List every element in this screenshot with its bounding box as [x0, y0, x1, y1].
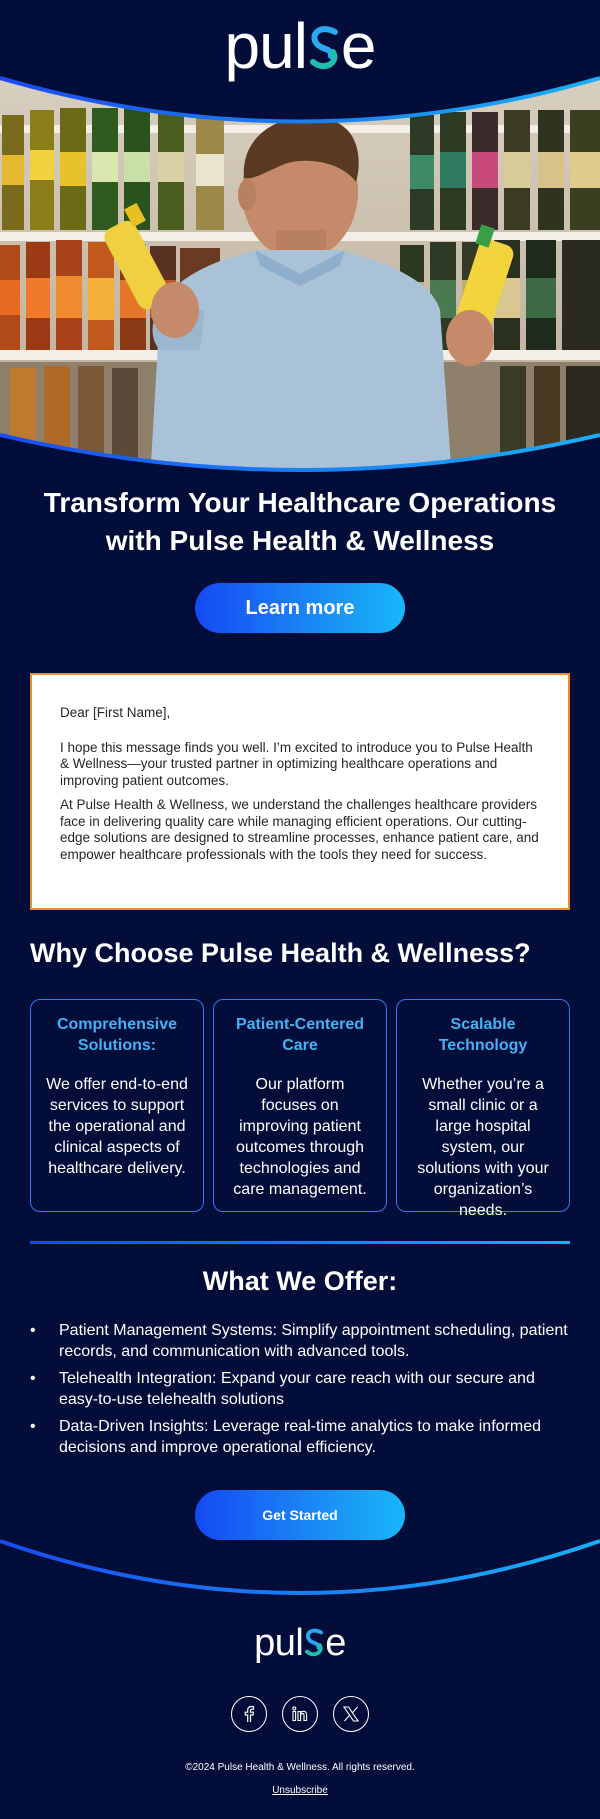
hero-headline: Transform Your Healthcare Operations with Pulse Health & Wellness	[43, 487, 557, 556]
get-started-button[interactable]: Get Started	[195, 1490, 405, 1540]
logo-text-right: e	[340, 10, 376, 82]
feature-card-body: Whether you’re a small clinic or a large hospital system, our solutions with your organization’s needs.	[417, 1076, 549, 1219]
logo-swirl-icon	[303, 1626, 325, 1658]
facebook-icon[interactable]	[231, 1696, 267, 1732]
linkedin-icon[interactable]	[282, 1696, 318, 1732]
list-item: • Patient Management Systems: Simplify appointment scheduling, patient records, and communication with advanced tools.	[30, 1320, 570, 1362]
offer-list	[30, 1320, 570, 1464]
footer-logo-text-left: pul	[254, 1622, 304, 1664]
feature-card-title: Comprehensive Solutions:	[56, 1016, 178, 1054]
section-divider	[30, 1241, 570, 1244]
feature-card-scalable	[396, 999, 570, 1219]
feature-card-title: Scalable Technology	[438, 1016, 528, 1054]
feature-card-body: Our platform focuses on improving patient outcomes through technologies and care management.	[233, 1076, 367, 1198]
feature-card-patient-centered	[213, 999, 387, 1212]
why-section-title: Why Choose Pulse Health & Wellness?	[30, 938, 531, 968]
copyright-text: ©2024 Pulse Health & Wellness. All rights reserved.	[185, 1762, 415, 1773]
offer-section-title: What We Offer:	[202, 1266, 398, 1296]
hero-section	[0, 0, 600, 480]
letter-paragraph-2: At Pulse Health & Wellness, we understand the challenges healthcare providers face in delivering quality care while managing efficient operations. Our cutting-edge solutions are designed to streamline processes, enhance patient care, and empower healthcare professionals with the tools they need for success.	[60, 797, 539, 862]
header-logo[interactable]	[0, 10, 600, 82]
list-item: • Telehealth Integration: Expand your care reach with our secure and easy-to-use telehealth solutions	[30, 1368, 570, 1410]
logo-text-left: pul	[224, 10, 307, 82]
learn-more-button[interactable]: Learn more	[195, 583, 405, 633]
hero-image	[0, 70, 600, 480]
footer-logo[interactable]	[0, 1624, 600, 1662]
feature-card-comprehensive	[30, 999, 204, 1212]
letter-paragraph-1: I hope this message finds you well. I’m excited to introduce you to Pulse Health & Wellness—your trusted partner in optimizing healthcare operations and improving patient outcomes.	[60, 739, 533, 788]
letter-greeting: Dear [First Name],	[60, 705, 171, 720]
list-item: • Data-Driven Insights: Leverage real-time analytics to make informed decisions and improve operational efficiency.	[30, 1416, 570, 1458]
footer-curve	[0, 1535, 600, 1605]
footer-logo-text-right: e	[325, 1622, 346, 1664]
intro-letter	[30, 673, 570, 910]
feature-card-title: Patient-Centered Care	[235, 1016, 365, 1054]
logo-swirl-icon	[307, 22, 341, 72]
unsubscribe-link[interactable]: Unsubscribe	[272, 1785, 328, 1796]
x-icon[interactable]	[333, 1696, 369, 1732]
feature-card-body: We offer end-to-end services to support the operational and clinical aspects of healthcare delivery.	[46, 1076, 188, 1177]
